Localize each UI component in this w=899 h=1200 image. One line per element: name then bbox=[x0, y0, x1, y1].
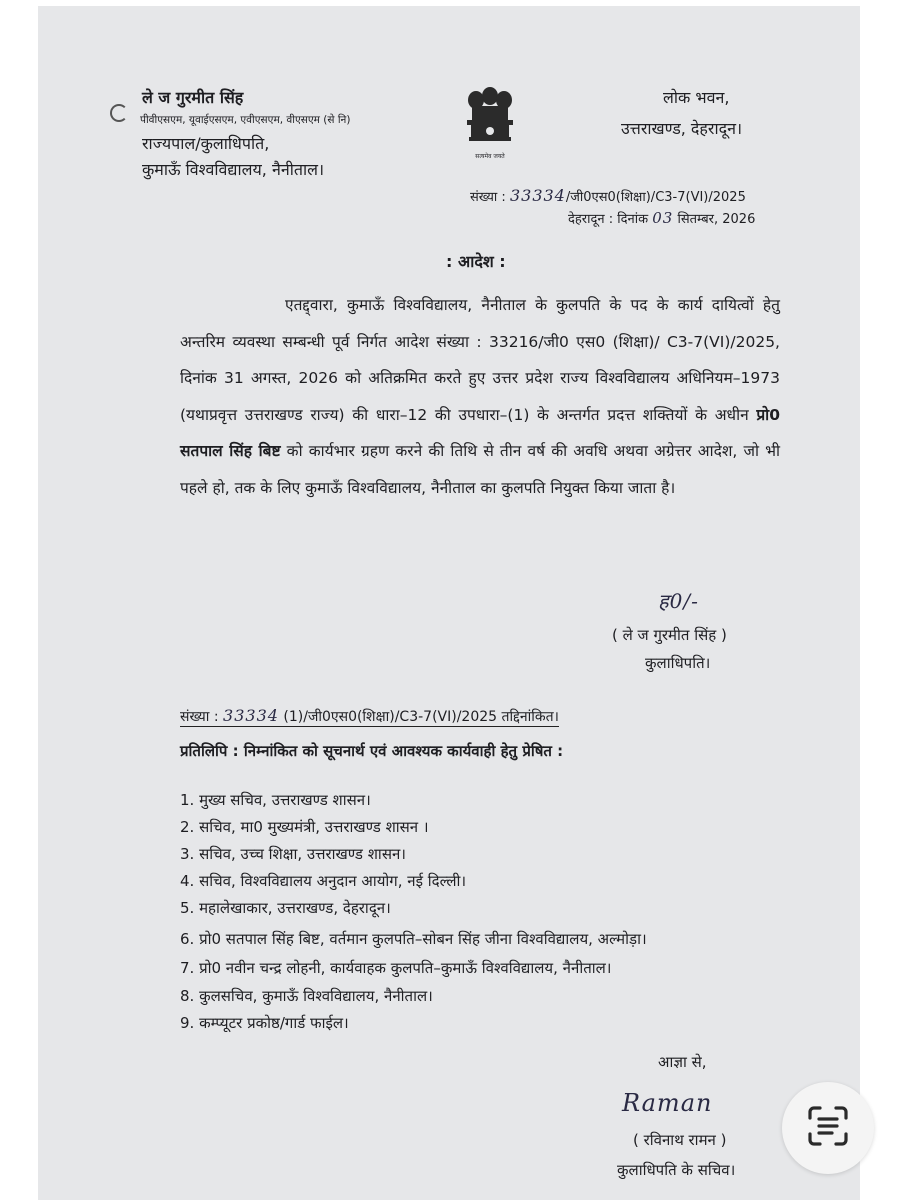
national-emblem-icon bbox=[461, 82, 519, 160]
office-name: लोक भवन, bbox=[663, 88, 730, 107]
order-body-text-end: को कार्यभार ग्रहण करने की तिथि से तीन वर्ष की अवधि अथवा अग्रेत्तर आदेश, जो भी पहले हो, तक के लिए कुमाऊँ विश्वविद्यालय, नैनीताल का कुलपति नियुक्त किया जाता है। bbox=[180, 442, 781, 497]
order-body-text: एतद्द्वारा, कुमाऊँ विश्वविद्यालय, नैनीताल के कुलपति के पद के कार्य दायित्वों हेतु अन्तरिम व्यवस्था सम्बन्धी पूर्व निर्गत आदेश संख्या : 33216/जी0 एस0 (शिक्षा)/ C3-7(VI)/2025, दिनांक 31 अगस्त, 2026 को अतिक्रमित करते हुए उत्तर प्रदेश राज्य विश्वविद्यालय अधिनियम–1973 (यथाप्रवृत्त उत्तराखण्ड राज्य) की धारा–12 की उपधारा–(1) के अन्तर्गत प्रदत्त शक्तियों के अधीन bbox=[180, 296, 780, 424]
list-item: 5. महालेखाकार, उत्तराखण्ड, देहरादून। bbox=[180, 899, 391, 917]
order-title: : आदेश : bbox=[446, 252, 506, 271]
list-item: 7. प्रो0 नवीन चन्द्र लोहनी, कार्यवाहक कुलपति–कुमाऊँ विश्वविद्यालय, नैनीताल। bbox=[180, 959, 612, 977]
date-suffix: सितम्बर, 2026 bbox=[677, 212, 756, 227]
copy-ref-suffix: (1)/जी0एस0(शिक्षा)/C3-7(VI)/2025 तद्दिनांकित। bbox=[283, 709, 559, 725]
date-day: 03 bbox=[652, 209, 674, 227]
list-item: 8. कुलसचिव, कुमाऊँ विश्वविद्यालय, नैनीताल। bbox=[180, 987, 433, 1005]
text-scan-button[interactable] bbox=[782, 1082, 874, 1174]
sender-university: कुमाऊँ विश्वविद्यालय, नैनीताल। bbox=[142, 160, 325, 179]
office-location: उत्तराखण्ड, देहरादून। bbox=[621, 119, 743, 138]
signatory-title: कुलाधिपति। bbox=[645, 654, 711, 672]
list-item: 6. प्रो0 सतपाल सिंह बिष्ट, वर्तमान कुलपति–सोबन सिंह जीना विश्वविद्यालय, अल्मोड़ा। bbox=[180, 930, 647, 948]
copy-ref-number: 33334 bbox=[223, 706, 279, 725]
date-prefix: देहरादून : दिनांक bbox=[568, 212, 649, 227]
emblem-caption: सत्यमेव जयते bbox=[475, 153, 505, 160]
signatory-name: ( ले ज गुरमीत सिंह ) bbox=[612, 626, 727, 644]
text-scan-icon bbox=[804, 1102, 852, 1154]
sender-name: ले ज गुरमीत सिंह bbox=[142, 88, 244, 107]
by-order-text: आज्ञा से, bbox=[658, 1053, 707, 1071]
reference-line bbox=[470, 186, 746, 205]
sender-honours: पीवीएसएम, यूवाईएसएम, एवीएसएम, वीएसएम (से नि) bbox=[140, 114, 351, 126]
list-item: 2. सचिव, मा0 मुख्यमंत्री, उत्तराखण्ड शासन । bbox=[180, 818, 429, 836]
order-body bbox=[180, 287, 780, 506]
list-item: 3. सचिव, उच्च शिक्षा, उत्तराखण्ड शासन। bbox=[180, 845, 406, 863]
copy-reference bbox=[180, 706, 559, 727]
list-item: 9. कम्प्यूटर प्रकोष्ठ/गार्ड फाईल। bbox=[180, 1014, 349, 1032]
reference-number: 33334 bbox=[509, 186, 566, 205]
copy-ref-label: संख्या : bbox=[180, 709, 219, 725]
reference-label: संख्या : bbox=[470, 190, 506, 205]
sender-designation: राज्यपाल/कुलाधिपति, bbox=[142, 134, 270, 153]
copy-intro: प्रतिलिपि : निम्नांकित को सूचनार्थ एवं आवश्यक कार्यवाही हेतु प्रेषित : bbox=[180, 742, 564, 760]
reference-date bbox=[568, 209, 755, 227]
list-item: 4. सचिव, विश्वविद्यालय अनुदान आयोग, नई दिल्ली। bbox=[180, 872, 467, 890]
secretary-title: कुलाधिपति के सचिव। bbox=[617, 1161, 736, 1179]
punch-hole-mark bbox=[110, 104, 128, 122]
list-item: 1. मुख्य सचिव, उत्तराखण्ड शासन। bbox=[180, 791, 371, 809]
secretary-signature: Raman bbox=[622, 1089, 713, 1117]
appointee-name: प्रो0 सतपाल सिंह बिष्ट bbox=[180, 405, 780, 460]
signature-scribble: ह0/- bbox=[658, 589, 699, 613]
reference-suffix: /जी0एस0(शिक्षा)/C3-7(VI)/2025 bbox=[565, 190, 746, 205]
secretary-name: ( रविनाथ रामन ) bbox=[633, 1131, 727, 1149]
